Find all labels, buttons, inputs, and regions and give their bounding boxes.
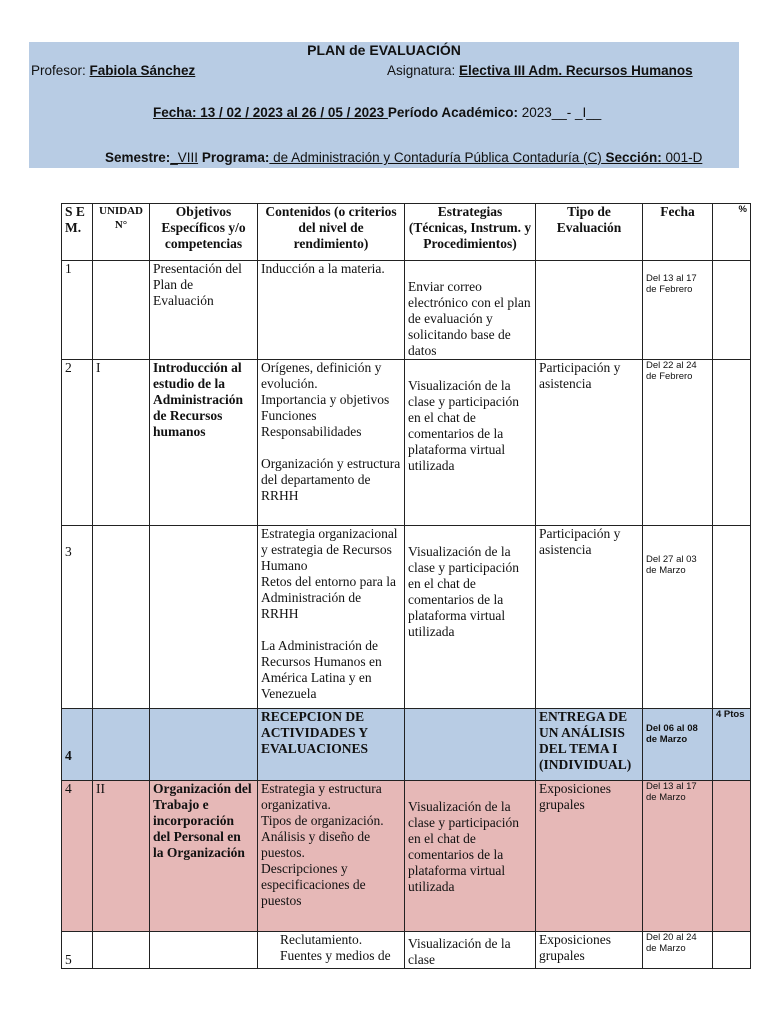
header-contenidos: Contenidos (o criterios del nivel de rendimiento): [258, 204, 405, 261]
cell-fecha: Del 20 al 24 de Marzo: [643, 932, 713, 969]
profesor-label: Profesor:: [31, 63, 90, 78]
cell-fecha: Del 27 al 03 de Marzo: [643, 526, 713, 709]
semestre-value: _VIII: [170, 150, 199, 165]
cell-percent: [713, 526, 751, 709]
contenido-line: La Administración de Recursos Humanos en América Latina y en Venezuela: [261, 638, 382, 701]
cell-percent: [713, 261, 751, 360]
cell-estrategias: [405, 781, 536, 932]
estrategia-text: Visualización de la clase y participación en el chat de comentarios de la plataforma virtual utilizada: [408, 544, 519, 639]
sem-text: 3: [65, 544, 72, 559]
cell-contenidos: [258, 526, 405, 709]
asignatura-label: Asignatura:: [387, 63, 460, 78]
contenido-line: Estrategia y estructura organizativa.: [261, 781, 382, 812]
evaluation-table: [61, 203, 751, 969]
contenido-line: Funciones: [261, 408, 317, 423]
cell-unidad: [93, 709, 150, 781]
periodo-value: 2023__- _I__: [517, 105, 602, 120]
seccion-value: 001-D: [661, 150, 703, 165]
cell-percent: [713, 781, 751, 932]
programa-value: de Administración y Contaduría Pública Contaduría (C): [269, 150, 602, 165]
header-tipo: Tipo de Evaluación: [536, 204, 643, 261]
cell-tipo: Exposiciones grupales: [536, 781, 643, 932]
contenido-gap: [261, 440, 401, 456]
contenido-line: Análisis y diseño de puestos.: [261, 829, 371, 860]
semestre-label: Semestre:: [105, 150, 171, 165]
cell-estrategias: [405, 526, 536, 709]
contenido-gap: [261, 622, 401, 638]
cell-percent: [713, 360, 751, 526]
cell-tipo: Participación y asistencia: [536, 360, 643, 526]
cell-unidad: [93, 526, 150, 709]
fecha-line: [153, 105, 601, 120]
cell-percent: [713, 932, 751, 969]
table-row: [62, 526, 751, 709]
cell-unidad: I: [93, 360, 150, 526]
contenido-line: Orígenes, definición y evolución.: [261, 360, 382, 391]
header-estrategias: Estrategias (Técnicas, Instrum. y Procedimientos): [405, 204, 536, 261]
cell-contenidos: [258, 261, 405, 360]
contenido-line: Reclutamiento.: [280, 932, 363, 947]
header-percent: %: [713, 204, 751, 261]
contenido-line: Estrategia organizacional y estrategia de Recursos Humano: [261, 526, 398, 573]
header-sem: S E M.: [62, 204, 93, 261]
cell-objetivos: [150, 932, 258, 969]
contenido-line: Tipos de organización.: [261, 813, 384, 828]
cell-tipo: Participación y asistencia: [536, 526, 643, 709]
seccion-label: Sección:: [601, 150, 662, 165]
cell-tipo: [536, 261, 643, 360]
cell-sem: [62, 526, 93, 709]
document-header: [29, 42, 739, 168]
estrategia-text: Visualización de la clase y participación en el chat de comentarios de la plataforma virtual utilizada: [408, 799, 519, 894]
cell-objetivos: [150, 526, 258, 709]
contenido-line: Retos del entorno para la Administración de RRHH: [261, 574, 396, 621]
cell-contenidos: [258, 781, 405, 932]
contenido-line: Fuentes y medios de: [280, 948, 391, 963]
table-row: [62, 709, 751, 781]
contenido-line: Organización y estructura del departamento de RRHH: [261, 456, 401, 503]
cell-sem: 2: [62, 360, 93, 526]
cell-estrategias: [405, 261, 536, 360]
periodo-label: Período Académico:: [387, 105, 518, 120]
cell-percent: 4 Ptos: [713, 709, 751, 781]
table-row: [62, 932, 751, 969]
cell-objetivos: Presentación del Plan de Evaluación: [150, 261, 258, 360]
asignatura-value: Electiva III Adm. Recursos Humanos: [459, 63, 693, 78]
contenido-line: RECEPCION DE ACTIVIDADES Y EVALUACIONES: [261, 709, 369, 756]
contenido-line: Importancia y objetivos: [261, 392, 390, 407]
fecha-value: 13 / 02 / 2023 al 26 / 05 / 2023: [196, 105, 388, 120]
cell-fecha: Del 22 al 24 de Febrero: [643, 360, 713, 526]
document-title: PLAN de EVALUACIÓN: [307, 42, 461, 58]
table-row: [62, 360, 751, 526]
cell-contenidos: [258, 360, 405, 526]
table-row: [62, 261, 751, 360]
cell-sem: 5: [62, 932, 93, 969]
cell-tipo: ENTREGA DE UN ANÁLISIS DEL TEMA I (INDIVIDUAL): [536, 709, 643, 781]
estrategia-text: Enviar correo electrónico con el plan de evaluación y solicitando base de datos: [408, 279, 531, 358]
cell-estrategias: Visualización de la clase: [405, 932, 536, 969]
programa-label: Programa:: [198, 150, 270, 165]
semestre-line: [105, 150, 702, 165]
cell-tipo: Exposiciones grupales: [536, 932, 643, 969]
cell-objetivos: Organización del Trabajo e incorporación del Personal en la Organización: [150, 781, 258, 932]
estrategia-text: Visualización de la clase y participación en el chat de comentarios de la plataforma virtual utilizada: [408, 378, 519, 473]
contenido-line: Inducción a la materia.: [261, 261, 385, 276]
header-objetivos: Objetivos Específicos y/o competencias: [150, 204, 258, 261]
cell-fecha: Del 13 al 17 de Febrero: [643, 261, 713, 360]
asignatura-line: [387, 63, 693, 78]
cell-sem: 1: [62, 261, 93, 360]
cell-contenidos: [258, 932, 405, 969]
contenido-line: Responsabilidades: [261, 424, 362, 439]
table-header-row: [62, 204, 751, 261]
profesor-line: [31, 63, 195, 78]
cell-unidad: II: [93, 781, 150, 932]
header-unidad: UNIDAD N°: [93, 204, 150, 261]
profesor-name: Fabiola Sánchez: [89, 63, 196, 78]
cell-fecha: Del 13 al 17 de Marzo: [643, 781, 713, 932]
cell-unidad: [93, 261, 150, 360]
cell-estrategias: [405, 709, 536, 781]
cell-objetivos: [150, 709, 258, 781]
fecha-label: Fecha:: [153, 105, 197, 120]
cell-objetivos: Introducción al estudio de la Administración de Recursos humanos: [150, 360, 258, 526]
cell-sem: 4: [62, 709, 93, 781]
table-row: [62, 781, 751, 932]
cell-contenidos: [258, 709, 405, 781]
contenido-line: Descripciones y especificaciones de puestos: [261, 861, 366, 908]
cell-estrategias: [405, 360, 536, 526]
cell-unidad: [93, 932, 150, 969]
cell-fecha: Del 06 al 08 de Marzo: [643, 709, 713, 781]
header-fecha: Fecha: [643, 204, 713, 261]
cell-sem: 4: [62, 781, 93, 932]
